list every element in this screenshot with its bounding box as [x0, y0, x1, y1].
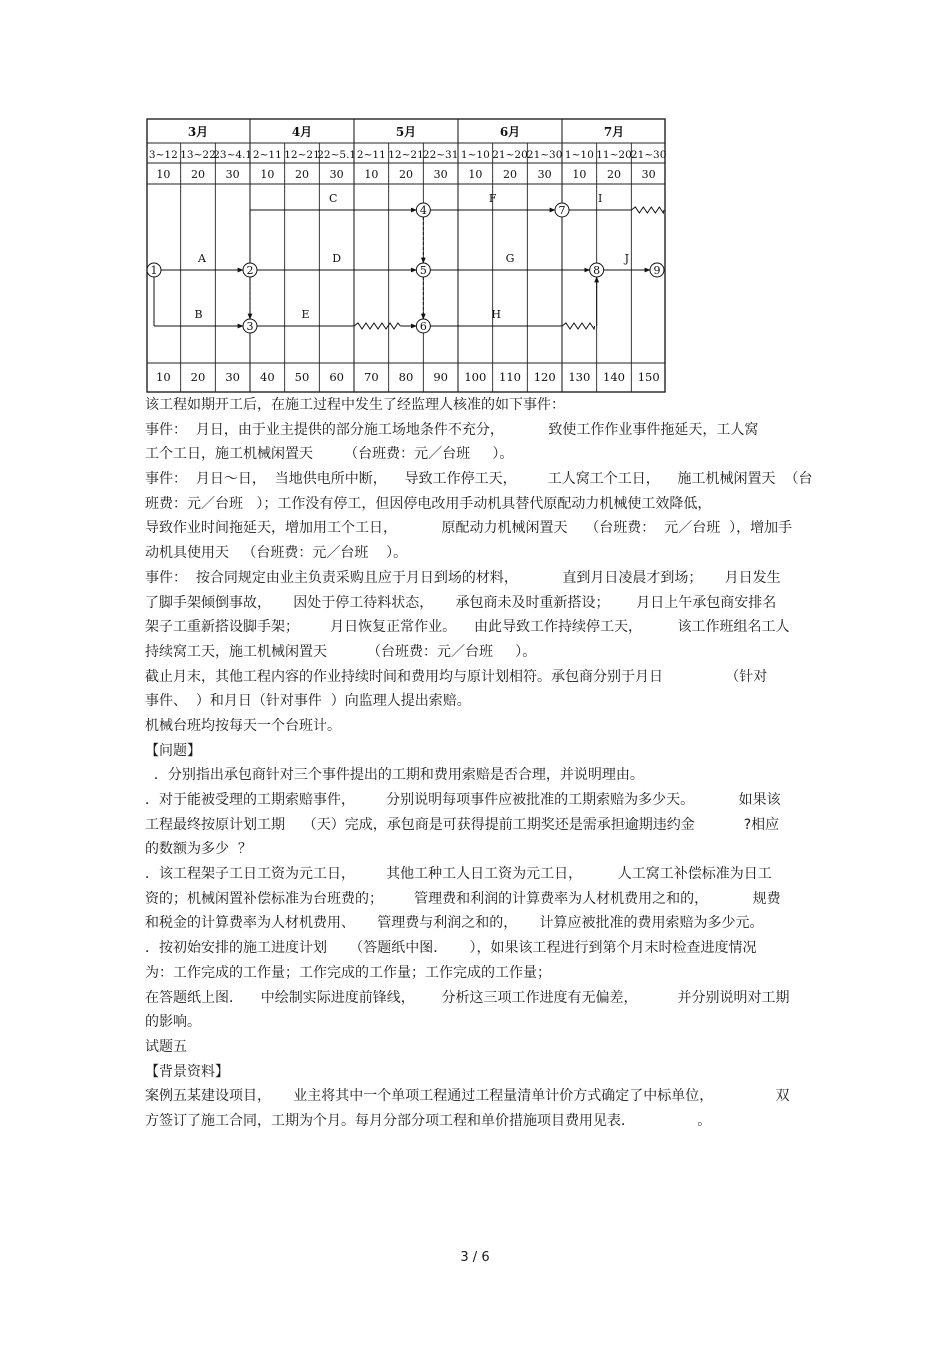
text-line: 持续窝工天，施工机械闲置天 （台班费：元／台班 ）。: [145, 643, 537, 660]
period-label: 1~10: [460, 149, 490, 161]
period-day-label: 20: [607, 168, 621, 181]
network-schedule-svg: [146, 118, 666, 393]
period-label: 22~31: [422, 149, 459, 161]
period-label: 21~30: [526, 149, 563, 161]
activity-e-float: [354, 323, 400, 329]
text-line: 机械台班均按每天一个台班计。: [145, 717, 341, 734]
scale-label: 110: [499, 370, 521, 384]
period-label: 2~11: [356, 149, 386, 161]
node-label: 3: [246, 320, 254, 333]
node-label: 9: [653, 264, 661, 277]
text-line: 在答题纸上图． 中绘制实际进度前锋线， 分析这三项工作进度有无偏差， 并分别说明对工期: [145, 989, 790, 1006]
period-day-label: 10: [260, 168, 275, 181]
scale-label: 80: [398, 370, 414, 384]
scale-label: 150: [637, 370, 660, 384]
month-label: 4月: [291, 125, 313, 139]
text-line: 事件： 按合同规定由业主负责采购且应于月日到场的材料， 直到月日凌晨才到场； 月日发生: [145, 569, 781, 586]
text-line: 工程最终按原计划工期 （天）完成，承包商是可获得提前工期奖还是需承担逾期违约金 ?相应: [145, 816, 780, 833]
node-label: 7: [558, 204, 566, 217]
text-line: 事件、 ）和月日（针对事件 ）向监理人提出索赔。: [145, 693, 471, 710]
text-line: 事件： 月日，由于业主提供的部分施工场地条件不充分， 致使工作作业事件拖延天，工人窝: [145, 421, 759, 438]
page-number: 3 / 6: [460, 1250, 490, 1265]
period-label: 21~20: [492, 149, 528, 161]
text-line: 资的；机械闲置补偿标准为台班费的； 管理费和利润的计算费率为人材机费用之和的， 规费: [145, 890, 781, 907]
period-label: 11~20: [596, 149, 632, 161]
period-label: 13~22: [180, 149, 216, 161]
text-line: 和税金的计算费率为人材机费用、 管理费与利润之和的， 计算应被批准的费用索赔为多少元。: [145, 915, 764, 932]
text-line: ．分别指出承包商针对三个事件提出的工期和费用索赔是否合理，并说明理由。: [145, 767, 644, 784]
scale-label: 30: [225, 370, 240, 384]
activity-label: H: [491, 308, 501, 321]
text-line: 班费：元／台班 ）；工作没有停工，但因停电改用手动机具替代原配动力机械使工效降低，: [145, 495, 712, 512]
scale-label: 140: [603, 370, 625, 384]
period-day-label: 30: [329, 168, 344, 181]
period-day-label: 10: [156, 168, 171, 181]
text-line: 架子工重新搭设脚手架； 月日恢复正常作业。 由此导致工作持续停工天， 该工作班组名工人: [145, 619, 790, 636]
period-day-label: 30: [225, 168, 240, 181]
text-line: ．该工程架子工日工资为元工日， 其他工种工人日工资为元工日， 人工窝工补偿标准为日工: [145, 866, 772, 883]
scale-label: 60: [329, 370, 344, 384]
text-line: 【问题】: [145, 742, 201, 759]
node-label: 1: [150, 264, 158, 277]
activity-label: F: [488, 192, 497, 205]
period-day-label: 20: [295, 168, 309, 181]
text-line: 工个工日，施工机械闲置天 （台班费：元／台班 ）。: [145, 446, 514, 463]
period-label: 12~21: [388, 149, 424, 161]
period-day-label: 10: [468, 168, 483, 181]
text-line: 了脚手架倾倒事故， 因处于停工待料状态， 承包商未及时重新搭设； 月日上午承包商安排名: [145, 594, 777, 611]
activity-i-float: [631, 207, 664, 213]
period-day-label: 30: [433, 168, 448, 181]
text-line: 导致作业时间拖延天，增加用工个工日， 原配动力机械闲置天 （台班费： 元／台班 ），增加手: [145, 520, 793, 537]
activity-h-float: [562, 323, 595, 329]
text-line: ．按初始安排的施工进度计划 （答题纸中图． ），如果该工程进行到第个月末时检查进度情况: [145, 940, 757, 957]
activity-label: D: [332, 252, 342, 265]
activity-label: E: [301, 308, 310, 321]
node-label: 8: [593, 264, 601, 277]
node-label: 6: [419, 320, 427, 333]
period-day-label: 30: [537, 168, 552, 181]
month-label: 7月: [603, 125, 625, 139]
activity-label: I: [597, 192, 603, 205]
activity-label: J: [624, 252, 630, 265]
period-label: 23~4.1: [213, 149, 253, 161]
scale-label: 50: [294, 370, 310, 384]
text-line: 的数额为多少 ？: [145, 841, 252, 858]
scale-label: 120: [533, 370, 556, 384]
text-line: 动机具使用天 （台班费：元／台班 ）。: [145, 545, 408, 562]
scale-label: 10: [156, 370, 171, 384]
text-line: 试题五: [145, 1038, 187, 1055]
problem-text: [145, 393, 815, 1134]
period-label: 22~5.1: [317, 149, 357, 161]
period-label: 3~12: [148, 149, 178, 161]
activity-label: B: [194, 308, 203, 321]
scale-label: 100: [464, 370, 487, 384]
scale-label: 70: [364, 370, 379, 384]
network-schedule-chart: [146, 118, 666, 393]
period-day-label: 20: [503, 168, 517, 181]
activity-label: G: [505, 252, 515, 265]
period-day-label: 30: [641, 168, 656, 181]
node-label: 2: [246, 264, 254, 277]
text-line: 截止月末，其他工程内容的作业持续时间和费用均与原计划相符。承包商分别于月日 （针对: [145, 668, 768, 685]
text-line: 案例五某建设项目， 业主将其中一个单项工程通过工程量清单计价方式确定了中标单位， 双: [145, 1088, 790, 1105]
period-day-label: 20: [191, 168, 205, 181]
activity-label: C: [328, 192, 338, 205]
period-day-label: 10: [572, 168, 587, 181]
text-line: 的影响。: [145, 1014, 201, 1031]
text-line: 【背景资料】: [145, 1063, 229, 1080]
scale-label: 40: [260, 370, 275, 384]
month-label: 6月: [499, 125, 521, 139]
text-line: 为：工作完成的工作量；工作完成的工作量；工作完成的工作量；: [145, 964, 551, 981]
activity-label: A: [198, 252, 206, 265]
text-line: ．对于能被受理的工期索赔事件， 分别说明每项事件应被批准的工期索赔为多少天。 如果该: [145, 792, 781, 808]
month-label: 3月: [187, 125, 209, 139]
period-day-label: 20: [399, 168, 413, 181]
node-label: 4: [419, 204, 427, 217]
scale-label: 20: [190, 370, 206, 384]
month-label: 5月: [395, 125, 417, 139]
node-label: 5: [419, 264, 427, 277]
text-line: 该工程如期开工后，在施工过程中发生了经监理人核准的如下事件：: [145, 397, 565, 413]
period-label: 2~11: [252, 149, 282, 161]
text-line: 事件： 月日～日， 当地供电所中断， 导致工作停工天， 工人窝工个工日， 施工机械闲置天 （台: [145, 471, 813, 488]
period-label: 21~30: [630, 149, 666, 161]
period-day-label: 10: [364, 168, 379, 181]
scale-label: 90: [433, 370, 448, 384]
period-label: 1~10: [564, 149, 594, 161]
scale-label: 130: [568, 370, 591, 384]
text-line: 方签订了施工合同，工期为个月。每月分部分项工程和单价措施项目费用见表． 。: [145, 1112, 712, 1129]
period-label: 12~21: [284, 149, 320, 161]
